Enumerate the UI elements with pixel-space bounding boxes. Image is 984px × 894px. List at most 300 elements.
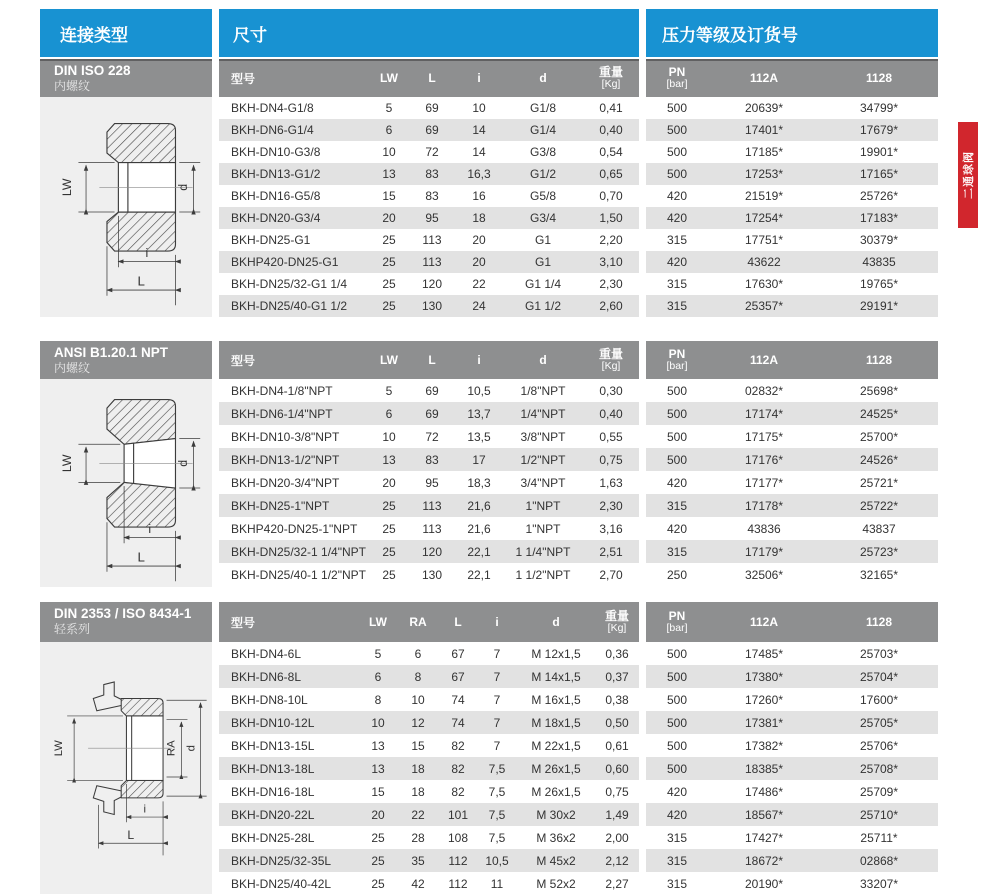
cell-model: BKH-DN4-6L <box>231 646 302 661</box>
table-row <box>646 379 938 402</box>
section-title: DIN 2353 / ISO 8434-1 <box>54 606 192 621</box>
column-header-model: 型号 <box>231 71 256 86</box>
table-row <box>219 273 639 295</box>
cell-model: BKH-DN25/40-1 1/2"NPT <box>231 567 366 582</box>
cell-i: 10,5 <box>467 383 491 398</box>
column-header-lw: LW <box>380 71 398 85</box>
cell-c1128: 25704* <box>859 669 899 684</box>
table-row <box>646 688 938 711</box>
column-header-lw: LW <box>380 353 398 367</box>
cell-i: 14 <box>472 123 486 137</box>
section-header <box>40 602 212 642</box>
cell-model: BKH-DN16-18L <box>231 784 315 799</box>
cell-pn: 315 <box>666 233 688 247</box>
table-row <box>219 119 639 141</box>
cell-model: BKH-DN6-1/4"NPT <box>231 406 333 421</box>
cell-c1128: 25706* <box>859 738 899 753</box>
dim-label-i: i <box>145 245 149 260</box>
cell-pn: 420 <box>666 255 688 269</box>
cell-d: G3/8 <box>529 145 556 159</box>
cell-pn: 420 <box>666 521 688 536</box>
table-row <box>219 688 639 711</box>
column-header-112a: 112A <box>749 615 779 629</box>
table-row <box>646 448 938 471</box>
cell-lw: 10 <box>382 429 396 444</box>
cell-lw: 15 <box>371 784 385 799</box>
cell-pn: 500 <box>666 646 688 661</box>
table-row <box>646 141 938 163</box>
weight-label: 重量 <box>604 609 629 623</box>
cell-pn: 500 <box>666 738 688 753</box>
cell-lw: 25 <box>382 521 396 536</box>
cell-model: BKH-DN25/40-G1 1/2 <box>231 299 348 313</box>
weight-label: 重量 <box>598 65 623 79</box>
table-row <box>646 665 938 688</box>
column-header-d: d <box>539 353 547 367</box>
cell-l: 112 <box>448 853 468 868</box>
table-row <box>219 379 639 402</box>
cell-c112a: 17177* <box>744 475 784 490</box>
cell-lw: 20 <box>371 807 385 822</box>
cell-c1128: 25700* <box>859 429 899 444</box>
cell-c112a: 17179* <box>744 544 784 559</box>
dim-label-i: i <box>148 521 152 536</box>
cell-pn: 315 <box>666 277 688 291</box>
cell-c112a: 17427* <box>744 830 784 845</box>
cell-wt: 0,38 <box>605 692 629 707</box>
diagram-panel <box>40 642 212 894</box>
cell-model: BKH-DN6-G1/4 <box>231 123 314 137</box>
table-row <box>219 757 639 780</box>
cell-c1128: 43835 <box>862 255 896 269</box>
cell-i: 18 <box>472 211 486 225</box>
column-header-d: d <box>552 615 560 629</box>
column-header-l: L <box>454 615 462 629</box>
cell-pn: 500 <box>666 429 688 444</box>
cell-lw: 8 <box>374 692 382 707</box>
cell-model: BKH-DN10-G3/8 <box>231 145 321 159</box>
cell-i: 7,5 <box>488 784 506 799</box>
cell-c112a: 17175* <box>744 429 784 444</box>
cell-d: G1 <box>534 255 551 269</box>
cell-i: 16,3 <box>467 167 491 181</box>
cell-l: 120 <box>421 544 443 559</box>
table-row <box>646 849 938 872</box>
cell-l: 83 <box>425 189 439 203</box>
dim-table-body <box>219 379 639 586</box>
diagram-panel <box>40 97 212 317</box>
banner-connection-type <box>40 9 212 57</box>
cell-l: 67 <box>451 669 465 684</box>
column-header-weight <box>583 348 639 372</box>
cell-i: 17 <box>472 452 486 467</box>
pressure-table-header <box>646 341 938 379</box>
thumb-index-tab-label: 二通球阀 <box>963 151 975 199</box>
table-row <box>646 711 938 734</box>
weight-unit-label: [Kg] <box>601 360 621 372</box>
cell-l: 82 <box>451 738 465 753</box>
cell-c112a: 32506* <box>744 567 784 582</box>
cell-pn: 500 <box>666 123 688 137</box>
table-row <box>219 425 639 448</box>
cell-i: 16 <box>472 189 486 203</box>
cell-l: 108 <box>447 830 469 845</box>
table-row <box>646 494 938 517</box>
cell-model: BKH-DN13-G1/2 <box>231 167 321 181</box>
cell-i: 21,6 <box>467 521 491 536</box>
column-header-model: 型号 <box>231 353 256 368</box>
cell-d: M 30x2 <box>536 807 576 822</box>
cell-d: 1 1/2"NPT <box>515 567 571 582</box>
cell-i: 10,5 <box>485 853 509 868</box>
dim-label-lw: LW <box>59 178 74 197</box>
pn-unit-label: [bar] <box>666 622 688 634</box>
cell-c1128: 25711* <box>860 830 898 845</box>
cell-d: M 36x2 <box>536 830 576 845</box>
cell-d: 3/8"NPT <box>520 429 566 444</box>
cell-c1128: 25703* <box>859 646 899 661</box>
table-row <box>219 849 639 872</box>
cell-pn: 315 <box>666 299 688 313</box>
cell-ra: 22 <box>411 807 425 822</box>
table-row <box>219 494 639 517</box>
column-header-d: d <box>539 71 547 85</box>
cell-d: M 45x2 <box>536 853 576 868</box>
cell-pn: 500 <box>666 715 688 730</box>
cell-i: 11 <box>490 876 504 891</box>
cell-c1128: 25708* <box>859 761 899 776</box>
table-row <box>646 642 938 665</box>
cell-l: 72 <box>425 429 439 444</box>
dim-label-d: d <box>175 459 190 467</box>
pressure-table-body <box>646 379 938 586</box>
cell-c1128: 02868* <box>859 853 899 868</box>
banner-pressure-order-label: 压力等级及订货号 <box>662 25 798 45</box>
cell-wt: 2,51 <box>599 544 623 559</box>
cell-l: 130 <box>421 567 443 582</box>
top-banners <box>40 0 938 57</box>
table-row <box>646 273 938 295</box>
table-row <box>646 97 938 119</box>
banner-pressure-order <box>646 9 938 57</box>
cell-model: BKH-DN4-G1/8 <box>231 101 314 115</box>
cell-l: 120 <box>421 277 443 291</box>
table-row <box>219 448 639 471</box>
cell-lw: 25 <box>382 498 396 513</box>
cell-i: 22,1 <box>467 567 491 582</box>
cell-model: BKH-DN4-1/8"NPT <box>231 383 333 398</box>
cell-d: 3/4"NPT <box>520 475 566 490</box>
section-header <box>40 341 212 379</box>
table-row <box>646 229 938 251</box>
table-row <box>646 251 938 273</box>
cell-model: BKH-DN25/40-42L <box>231 876 332 891</box>
cell-d: M 26x1,5 <box>531 784 581 799</box>
cell-i: 22,1 <box>467 544 491 559</box>
dim-label-i: i <box>143 803 147 816</box>
cell-c112a: 17382* <box>744 738 784 753</box>
cell-c112a: 17174* <box>744 406 784 421</box>
cell-c112a: 02832* <box>744 383 784 398</box>
cell-c112a: 17178* <box>744 498 784 513</box>
cell-c1128: 30379* <box>859 233 899 247</box>
cell-l: 95 <box>425 475 439 490</box>
cell-model: BKH-DN10-3/8"NPT <box>231 429 340 444</box>
cell-wt: 2,30 <box>599 498 623 513</box>
cell-i: 18,3 <box>467 475 491 490</box>
cell-c1128: 17679* <box>859 123 899 137</box>
section-din-iso-228 <box>40 59 938 317</box>
cell-pn: 500 <box>666 101 688 115</box>
table-row <box>219 872 639 894</box>
section-header <box>40 59 212 97</box>
cell-i: 20 <box>472 233 486 247</box>
cell-wt: 2,70 <box>599 567 623 582</box>
cell-c1128: 25710* <box>859 807 899 822</box>
cell-d: G1/4 <box>529 123 556 137</box>
cell-c112a: 17185* <box>744 145 784 159</box>
cell-c112a: 17630* <box>744 277 784 291</box>
column-header-1128: 1128 <box>865 71 893 85</box>
cell-pn: 500 <box>666 692 688 707</box>
cell-l: 69 <box>425 123 439 137</box>
cell-model: BKH-DN25/32-35L <box>231 853 332 868</box>
table-row <box>646 471 938 494</box>
cell-lw: 25 <box>382 544 396 559</box>
table-row <box>219 780 639 803</box>
cell-ra: 6 <box>414 646 422 661</box>
cell-pn: 500 <box>666 669 688 684</box>
cell-lw: 6 <box>385 406 393 421</box>
cell-i: 24 <box>472 299 486 313</box>
column-header-weight <box>595 610 639 634</box>
table-row <box>646 540 938 563</box>
pn-label: PN <box>668 347 686 361</box>
cell-pn: 315 <box>666 498 688 513</box>
pn-label: PN <box>668 609 686 623</box>
column-header-i: i <box>477 71 481 85</box>
cell-i: 7,5 <box>488 761 506 776</box>
column-header-l: L <box>428 71 436 85</box>
cell-l: 112 <box>448 876 468 891</box>
cell-wt: 2,30 <box>599 277 623 291</box>
table-row <box>646 402 938 425</box>
cell-c112a: 18385* <box>744 761 784 776</box>
column-header-pn <box>646 66 708 90</box>
cell-i: 7,5 <box>488 830 506 845</box>
cell-i: 7 <box>493 692 501 707</box>
cell-wt: 2,12 <box>605 853 629 868</box>
cell-l: 83 <box>425 167 439 181</box>
cell-model: BKH-DN20-G3/4 <box>231 211 321 225</box>
cell-c1128: 24525* <box>859 406 899 421</box>
diagram-panel <box>40 379 212 587</box>
banner-connection-type-label: 连接类型 <box>60 25 128 45</box>
cell-d: 1/8"NPT <box>520 383 566 398</box>
cell-d: M 22x1,5 <box>531 738 581 753</box>
cell-model: BKH-DN25/32-G1 1/4 <box>231 277 348 291</box>
thread-diagram-taper <box>46 391 206 587</box>
column-header-112a: 112A <box>749 71 779 85</box>
cell-wt: 0,61 <box>605 738 629 753</box>
cell-c112a: 17751* <box>744 233 784 247</box>
table-row <box>219 734 639 757</box>
cell-pn: 500 <box>666 383 688 398</box>
column-header-i: i <box>495 615 499 629</box>
cell-d: M 14x1,5 <box>531 669 581 684</box>
pressure-table-header <box>646 59 938 97</box>
table-row <box>646 163 938 185</box>
cell-d: M 26x1,5 <box>531 761 581 776</box>
table-row <box>219 803 639 826</box>
cell-i: 13,5 <box>467 429 491 444</box>
cell-c112a: 17253* <box>744 167 784 181</box>
cell-wt: 0,70 <box>599 189 623 203</box>
cell-wt: 0,36 <box>605 646 629 661</box>
cell-c112a: 21519* <box>744 189 784 203</box>
cell-d: 1"NPT <box>525 498 561 513</box>
table-row <box>646 757 938 780</box>
cell-l: 113 <box>422 498 442 513</box>
cell-d: 1 1/4"NPT <box>515 544 571 559</box>
column-header-1128: 1128 <box>865 615 893 629</box>
cell-c1128: 34799* <box>859 101 899 115</box>
cell-c1128: 25723* <box>859 544 899 559</box>
section-din-2353 <box>40 602 938 894</box>
cell-ra: 42 <box>411 876 425 891</box>
thumb-index-tab <box>958 122 978 228</box>
cell-i: 13,7 <box>467 406 491 421</box>
table-row <box>219 295 639 317</box>
cell-wt: 2,60 <box>599 299 623 313</box>
table-row <box>219 826 639 849</box>
cell-d: G3/4 <box>529 211 556 225</box>
table-row <box>219 402 639 425</box>
cell-l: 69 <box>425 406 439 421</box>
table-row <box>219 251 639 273</box>
cell-lw: 5 <box>385 101 393 115</box>
pn-unit-label: [bar] <box>666 360 688 372</box>
cell-l: 83 <box>425 452 439 467</box>
cell-ra: 18 <box>411 784 425 799</box>
cell-model: BKH-DN10-12L <box>231 715 315 730</box>
dim-label-d: d <box>185 745 198 752</box>
cell-ra: 35 <box>411 853 425 868</box>
table-row <box>646 734 938 757</box>
cell-i: 10 <box>472 101 486 115</box>
cell-pn: 420 <box>666 784 688 799</box>
cell-c1128: 25709* <box>859 784 899 799</box>
table-row <box>646 826 938 849</box>
cell-model: BKH-DN25/32-1 1/4"NPT <box>231 544 366 559</box>
dim-table-body <box>219 642 639 894</box>
column-header-1128: 1128 <box>865 353 893 367</box>
section-title: DIN ISO 228 <box>54 63 131 78</box>
table-row <box>646 517 938 540</box>
column-header-i: i <box>477 353 481 367</box>
table-row <box>646 425 938 448</box>
cell-i: 7 <box>493 715 501 730</box>
table-row <box>646 119 938 141</box>
cell-wt: 2,27 <box>605 876 629 891</box>
cell-pn: 420 <box>666 211 688 225</box>
table-row <box>219 517 639 540</box>
dim-table-body <box>219 97 639 317</box>
cell-d: G1/8 <box>529 101 556 115</box>
cell-c112a: 20190* <box>744 876 784 891</box>
cell-pn: 250 <box>666 567 688 582</box>
cell-wt: 0,40 <box>599 123 623 137</box>
cell-l: 113 <box>422 233 442 247</box>
cell-c1128: 19901* <box>859 145 899 159</box>
pn-unit-label: [bar] <box>666 78 688 90</box>
cell-l: 74 <box>451 692 465 707</box>
column-header-l: L <box>428 353 436 367</box>
cell-pn: 500 <box>666 761 688 776</box>
cell-d: M 12x1,5 <box>531 646 581 661</box>
cell-model: BKH-DN20-22L <box>231 807 315 822</box>
column-header-weight <box>583 66 639 90</box>
table-row <box>646 803 938 826</box>
cell-lw: 13 <box>371 761 385 776</box>
cell-l: 82 <box>451 761 465 776</box>
section-ansi-npt <box>40 341 938 587</box>
table-row <box>219 141 639 163</box>
cell-lw: 10 <box>371 715 385 730</box>
dim-label-l: L <box>127 827 135 842</box>
cell-pn: 500 <box>666 167 688 181</box>
cell-c112a: 17486* <box>744 784 784 799</box>
cell-wt: 0,41 <box>599 101 623 115</box>
cell-wt: 3,10 <box>599 255 623 269</box>
table-row <box>219 97 639 119</box>
cell-wt: 0,40 <box>599 406 623 421</box>
cell-wt: 1,50 <box>599 211 623 225</box>
table-row <box>646 295 938 317</box>
table-row <box>219 229 639 251</box>
cell-model: BKHP420-DN25-G1 <box>231 255 339 269</box>
cell-pn: 500 <box>666 145 688 159</box>
cell-l: 74 <box>451 715 465 730</box>
cell-lw: 20 <box>382 211 396 225</box>
cell-pn: 420 <box>666 475 688 490</box>
cell-wt: 0,60 <box>605 761 629 776</box>
cell-pn: 500 <box>666 452 688 467</box>
cell-c1128: 33207* <box>859 876 899 891</box>
cell-lw: 15 <box>382 189 396 203</box>
column-header-pn <box>646 348 708 372</box>
cell-i: 7 <box>493 738 501 753</box>
cell-c1128: 17165* <box>859 167 899 181</box>
cell-lw: 13 <box>371 738 385 753</box>
cell-lw: 25 <box>371 853 385 868</box>
column-header-lw: LW <box>369 615 387 629</box>
cell-c1128: 25722* <box>859 498 899 513</box>
cell-lw: 10 <box>382 145 396 159</box>
cell-c112a: 17380* <box>744 669 784 684</box>
weight-unit-label: [Kg] <box>601 78 621 90</box>
table-row <box>646 207 938 229</box>
cell-c1128: 25705* <box>859 715 899 730</box>
cell-c112a: 18672* <box>744 853 784 868</box>
cell-model: BKH-DN13-15L <box>231 738 315 753</box>
cell-c1128: 24526* <box>859 452 899 467</box>
cell-i: 21,6 <box>467 498 491 513</box>
cell-lw: 5 <box>385 383 393 398</box>
pressure-table-body <box>646 97 938 317</box>
cell-model: BKH-DN13-18L <box>231 761 315 776</box>
cell-ra: 28 <box>411 830 425 845</box>
